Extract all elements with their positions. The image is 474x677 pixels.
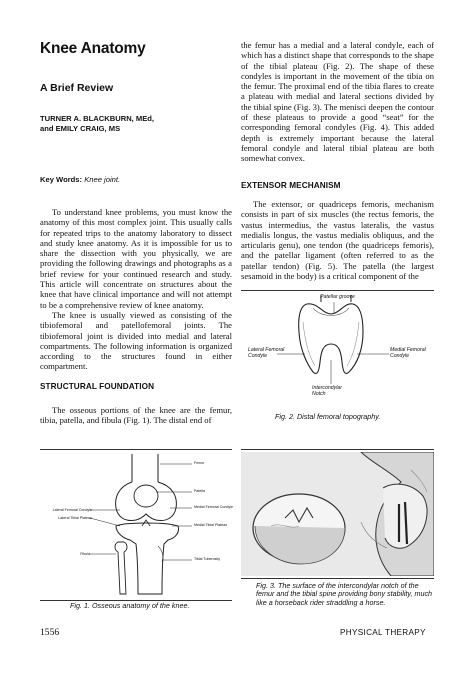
figure1-label-fibula: Fibula: [80, 552, 90, 556]
figure2-top-rule: [241, 290, 434, 291]
structural-text: [40, 405, 232, 426]
figure1-top-rule: [40, 449, 232, 450]
page-number: 1556: [40, 627, 60, 638]
extensor-text: [241, 199, 434, 281]
figure2-label-medial-condyle: Medial Femoral Condyle: [390, 347, 426, 359]
figure2-label-lateral-condyle: Lateral Femoral Condyle: [248, 347, 285, 359]
figure1-label-patella: Patella: [194, 489, 205, 493]
structural-heading: STRUCTURAL FOUNDATION: [40, 382, 155, 391]
figure1-label-medial-condyle: Medial Femoral Condyle: [194, 505, 233, 509]
figure2-caption: Fig. 2. Distal femoral topography.: [275, 412, 381, 421]
figure1-caption: Fig. 1. Osseous anatomy of the knee.: [70, 601, 190, 610]
intro-paragraph-1: To understand knee problems, you must know the anatomy of this most complex joint. This usually calls for repeated trips to the anatomy laboratory to dissect and study knee anatomy. As it is impossible for us to share the dissection with you physically, we are providing the following drawings and photographs as a brief review for your continued research and study. This article will concentrate on structures about the knee that have clinical importance and will not attempt to be a comprehensive review of knee anatomy.: [40, 207, 232, 310]
figure3-bottom-rule: [241, 578, 434, 579]
figure3-caption: Fig. 3. The surface of the intercondylar notch of the femur and the tibial spine providing bony stability, much like a horseback rider straddling a horse.: [256, 581, 433, 607]
keywords-value: Knee joint.: [84, 175, 121, 184]
figure1-label-lateral-condyle: Lateral Femoral Condyle: [52, 508, 92, 512]
keywords-label: Key Words:: [40, 175, 83, 184]
authors-line-2: and EMILY CRAIG, MS: [40, 124, 121, 133]
figure2-label-patellar-groove: Patellar groove: [320, 294, 355, 300]
authors-line-1: TURNER A. BLACKBURN, MEd,: [40, 114, 155, 123]
figure2-label-intercondylar-notch: Intercondylar Notch: [312, 385, 342, 397]
intro-text: [40, 207, 232, 372]
figure1-label-medial-plateau: Medial Tibial Plateau: [194, 523, 228, 527]
extensor-paragraph: The extensor, or quadriceps femoris, mechanism consists in part of six muscles (the rectus femoris, the vastus intermedius, the vastus lateralis, the vastus medialis longus, the vastus medialis obliquus, and the articularis genu), one tendon (the quadriceps femoris), and the patellar ligament (often referred to as the patellar tendon) (Fig. 5). The patella (the largest sesamoid in the body) is a critical component of the: [241, 199, 434, 282]
figure1-label-femur: Femur: [194, 461, 205, 465]
continued-text: [241, 40, 434, 164]
intro-paragraph-2: The knee is usually viewed as consisting of the tibiofemoral and patellofemoral joints. The tibiofemoral joint is divided into medial and lateral compartments. The following information is organized according to the structures found in either compartment.: [40, 309, 232, 372]
figure1-label-lateral-plateau: Lateral Tibial Plateau: [58, 516, 92, 520]
article-subtitle: A Brief Review: [40, 82, 114, 94]
article-title: Knee Anatomy: [40, 40, 146, 57]
figure3-top-rule: [241, 449, 434, 450]
continued-paragraph: the femur has a medial and a lateral condyle, each of which has a distinct shape that corresponds to the shape of the tibial plateau (Fig. 2). The shape of these condyles is important in the movement of the tibia on the femur. The proximal end of the tibia flares to create a plateau with medial and lateral sections divided by the tibial spine (Fig. 3). The menisci deepen the contour of these plateaus to provide a good “seat” for the corresponding femoral condyles (Fig. 4). This added depth is extremely important because the lateral femoral condyle and lateral tibial plateau are both somewhat convex.: [241, 40, 434, 164]
figure3-photograph: [241, 452, 434, 576]
keywords: [40, 175, 120, 184]
structural-paragraph: The osseous portions of the knee are the femur, tibia, patella, and fibula (Fig. 1). The distal end of: [40, 405, 232, 426]
figure1-label-tibial-tuberosity: Tibial Tuberosity: [194, 557, 221, 561]
extensor-heading: EXTENSOR MECHANISM: [241, 181, 341, 190]
journal-name: PHYSICAL THERAPY: [340, 628, 426, 637]
